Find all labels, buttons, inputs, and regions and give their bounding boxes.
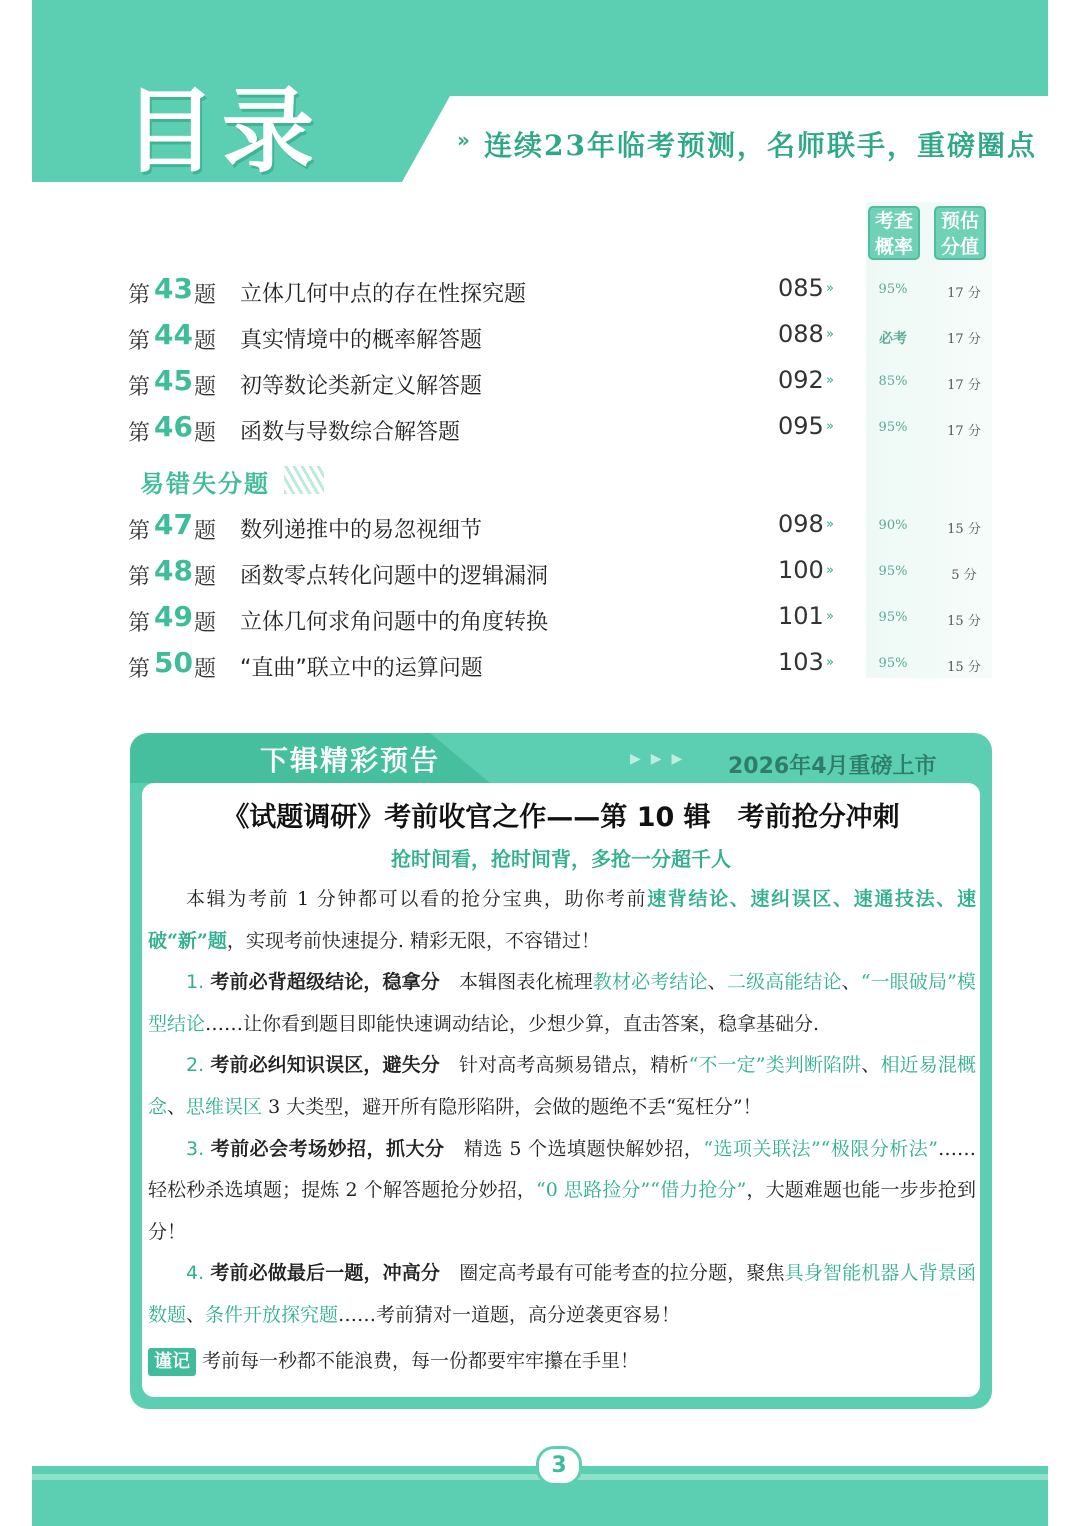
point-text: ……让你看到题目即能快速调动结论，少想少算，直击答案，稳拿基础分. bbox=[205, 1012, 820, 1035]
chevron-right-icon: » bbox=[826, 327, 834, 342]
page-number: 095 bbox=[778, 412, 824, 440]
intro-paragraph bbox=[148, 879, 976, 962]
chevron-right-icon: » bbox=[826, 655, 834, 670]
chevron-right-icon: » bbox=[826, 517, 834, 532]
page-number: 103 bbox=[778, 648, 824, 676]
preview-tab-label: 下辑精彩预告 bbox=[260, 744, 441, 777]
toc-row[interactable] bbox=[128, 272, 988, 312]
point-highlight: “不一定”类判断陷阱 bbox=[688, 1054, 862, 1077]
intro-highlight: 速通技法 bbox=[853, 888, 937, 910]
page-number: 085 bbox=[778, 274, 824, 302]
probability-header-line1: 考查 bbox=[874, 210, 913, 232]
remember-text: 考前每一秒都不能浪费，每一份都要牢牢攥在手里！ bbox=[202, 1349, 640, 1372]
question-prefix: 第 bbox=[128, 329, 151, 354]
score-column-header bbox=[934, 206, 986, 260]
point-paragraph bbox=[148, 1129, 976, 1254]
play-arrows-icon: ▶▶▶ bbox=[630, 751, 693, 767]
point-highlight: “0 思路捡分”“借力抢分” bbox=[536, 1179, 747, 1202]
question-prefix: 第 bbox=[128, 657, 151, 682]
intro-text: 本辑为考前 1 分钟都可以看的抢分宝典，助你考前 bbox=[186, 888, 648, 910]
point-text: 本辑图表化梳理 bbox=[439, 971, 593, 994]
estimated-score: 15 分 bbox=[947, 660, 981, 675]
question-prefix: 第 bbox=[128, 375, 151, 400]
question-title: 函数零点转化问题中的逻辑漏洞 bbox=[240, 564, 549, 589]
exam-probability: 95% bbox=[878, 564, 908, 579]
question-number: 49 bbox=[154, 600, 193, 633]
page-number: 088 bbox=[778, 320, 824, 348]
point-separator: 、 bbox=[707, 971, 727, 994]
release-date: 2026年4月重磅上市 bbox=[728, 754, 937, 779]
question-suffix: 题 bbox=[194, 421, 217, 446]
intro-text: ，实现考前快速提分. 精彩无限，不容错过！ bbox=[226, 929, 600, 952]
page-number: 101 bbox=[778, 602, 824, 630]
point-text: 精选 5 个选填题快解妙招， bbox=[444, 1137, 704, 1160]
question-suffix: 题 bbox=[194, 565, 217, 590]
page-number-badge: 3 bbox=[536, 1446, 582, 1486]
preview-subheadline: 抢时间看，抢时间背，多抢一分超千人 bbox=[391, 847, 731, 871]
question-title: 数列递推中的易忽视细节 bbox=[240, 518, 483, 543]
section-label: 易错失分题 bbox=[140, 470, 270, 498]
estimated-score: 17 分 bbox=[947, 378, 981, 393]
point-text: 3 大类型，避开所有隐形陷阱，会做的题绝不丢“冤枉分”！ bbox=[262, 1095, 762, 1118]
page-title: 目录 bbox=[124, 77, 321, 185]
exam-probability: 95% bbox=[878, 420, 908, 435]
exam-probability: 85% bbox=[878, 374, 908, 389]
question-prefix: 第 bbox=[128, 565, 151, 590]
exam-probability: 必考 bbox=[879, 331, 907, 347]
estimated-score: 17 分 bbox=[947, 332, 981, 347]
question-title: 初等数论类新定义解答题 bbox=[240, 374, 483, 399]
question-title: 函数与导数综合解答题 bbox=[240, 420, 461, 445]
preview-body bbox=[148, 879, 976, 1382]
point-title: 考前必背超级结论，稳拿分 bbox=[210, 971, 440, 994]
intro-separator: 、 bbox=[833, 888, 854, 910]
point-text: 针对高考高频易错点，精析 bbox=[439, 1054, 689, 1077]
chevron-right-icon: » bbox=[826, 609, 834, 624]
header-banner bbox=[32, 0, 1048, 185]
point-highlight: 二级高能结论 bbox=[726, 971, 842, 994]
question-number: 48 bbox=[154, 554, 193, 587]
exam-probability: 95% bbox=[878, 656, 908, 671]
question-title: “直曲”联立中的运算问题 bbox=[240, 656, 483, 681]
point-separator: 、 bbox=[861, 1054, 881, 1077]
question-title: 真实情境中的概率解答题 bbox=[240, 328, 483, 353]
toc-row[interactable] bbox=[128, 646, 988, 686]
chevron-right-icon: » bbox=[826, 281, 834, 296]
question-suffix: 题 bbox=[194, 375, 217, 400]
point-paragraph bbox=[148, 962, 976, 1045]
question-suffix: 题 bbox=[194, 611, 217, 636]
point-title: 考前必会考场妙招，抓大分 bbox=[210, 1137, 445, 1160]
intro-highlight: 速破“新”题 bbox=[148, 888, 976, 952]
toc-row[interactable] bbox=[128, 508, 988, 548]
toc-row[interactable] bbox=[128, 318, 988, 358]
page-number: 092 bbox=[778, 366, 824, 394]
question-number: 50 bbox=[154, 646, 193, 679]
point-separator: 、 bbox=[186, 1303, 206, 1326]
question-suffix: 题 bbox=[194, 657, 217, 682]
point-highlight: 条件开放探究题 bbox=[205, 1303, 339, 1326]
point-paragraph bbox=[148, 1253, 976, 1336]
chevron-right-icon: » bbox=[826, 419, 834, 434]
point-paragraph bbox=[148, 1045, 976, 1128]
header-slogan: 连续23年临考预测，名师联手，重磅圈点 bbox=[484, 129, 1037, 162]
probability-column-header bbox=[868, 206, 920, 260]
exam-probability: 90% bbox=[878, 518, 908, 533]
exam-probability: 95% bbox=[878, 282, 908, 297]
point-separator: 、 bbox=[841, 971, 861, 994]
chevron-right-icon: » bbox=[826, 563, 834, 578]
point-highlight: “选项关联法” bbox=[703, 1137, 821, 1160]
estimated-score: 17 分 bbox=[947, 424, 981, 439]
point-number: 4. bbox=[186, 1262, 205, 1285]
point-text: ……考前猜对一道题，高分逆袭更容易！ bbox=[338, 1303, 681, 1326]
intro-separator: 、 bbox=[936, 888, 957, 910]
question-number: 44 bbox=[154, 318, 193, 351]
score-header-line2: 分值 bbox=[940, 236, 979, 258]
question-prefix: 第 bbox=[128, 519, 151, 544]
remember-line bbox=[148, 1341, 976, 1383]
point-separator: ……轻松秒杀选填题；提炼 2 个解答题抢分妙招， bbox=[148, 1137, 976, 1202]
question-suffix: 题 bbox=[194, 283, 217, 308]
chevron-right-icon: » bbox=[826, 373, 834, 388]
point-title: 考前必做最后一题，冲高分 bbox=[210, 1262, 441, 1285]
exam-probability: 95% bbox=[878, 610, 908, 625]
next-issue-preview-box bbox=[130, 733, 992, 1409]
question-prefix: 第 bbox=[128, 421, 151, 446]
point-title: 考前必纠知识误区，避失分 bbox=[210, 1054, 440, 1077]
estimated-score: 17 分 bbox=[947, 286, 981, 301]
question-title: 立体几何求角问题中的角度转换 bbox=[240, 610, 549, 635]
estimated-score: 5 分 bbox=[951, 568, 977, 583]
intro-highlight: 速纠误区 bbox=[750, 888, 834, 910]
double-arrow-icon: » bbox=[457, 128, 470, 152]
estimated-score: 15 分 bbox=[947, 522, 981, 537]
question-number: 47 bbox=[154, 508, 193, 541]
point-number: 2. bbox=[186, 1054, 205, 1077]
point-highlight: 相近易混概念 bbox=[148, 1054, 976, 1118]
toc-row[interactable] bbox=[128, 364, 988, 404]
question-number: 46 bbox=[154, 410, 193, 443]
point-number: 3. bbox=[186, 1137, 205, 1160]
intro-separator: 、 bbox=[729, 888, 751, 910]
question-prefix: 第 bbox=[128, 611, 151, 636]
preview-headline: 《试题调研》考前收官之作——第 10 辑 考前抢分冲刺 bbox=[222, 802, 900, 833]
point-highlight: 教材必考结论 bbox=[592, 971, 708, 994]
point-separator: 、 bbox=[167, 1095, 187, 1118]
question-number: 45 bbox=[154, 364, 193, 397]
section-stripes-decoration bbox=[284, 466, 324, 494]
page-number: 098 bbox=[778, 510, 824, 538]
point-number: 1. bbox=[186, 971, 205, 994]
point-text: ，大题难题也能一步步抢到分！ bbox=[148, 1179, 976, 1243]
score-header-line1: 预估 bbox=[940, 210, 979, 232]
point-text: 圈定高考最有可能考查的拉分题，聚焦 bbox=[440, 1262, 785, 1285]
point-highlight: 具身智能机器人背景函数题 bbox=[148, 1262, 976, 1326]
question-prefix: 第 bbox=[128, 283, 151, 308]
point-highlight: “一眼破局”模型结论 bbox=[148, 971, 976, 1035]
question-number: 43 bbox=[154, 272, 193, 305]
page-number: 100 bbox=[778, 556, 824, 584]
question-suffix: 题 bbox=[194, 329, 217, 354]
estimated-score: 15 分 bbox=[947, 614, 981, 629]
toc-row[interactable] bbox=[128, 600, 988, 640]
question-title: 立体几何中点的存在性探究题 bbox=[240, 282, 527, 307]
question-suffix: 题 bbox=[194, 519, 217, 544]
point-highlight: 思维误区 bbox=[186, 1095, 263, 1118]
toc-row[interactable] bbox=[128, 554, 988, 594]
intro-highlight: 速背结论 bbox=[647, 888, 730, 910]
toc-row[interactable] bbox=[128, 410, 988, 450]
probability-header-line2: 概率 bbox=[874, 236, 913, 258]
point-highlight: “极限分析法” bbox=[820, 1137, 938, 1160]
remember-badge: 谨记 bbox=[148, 1348, 196, 1376]
